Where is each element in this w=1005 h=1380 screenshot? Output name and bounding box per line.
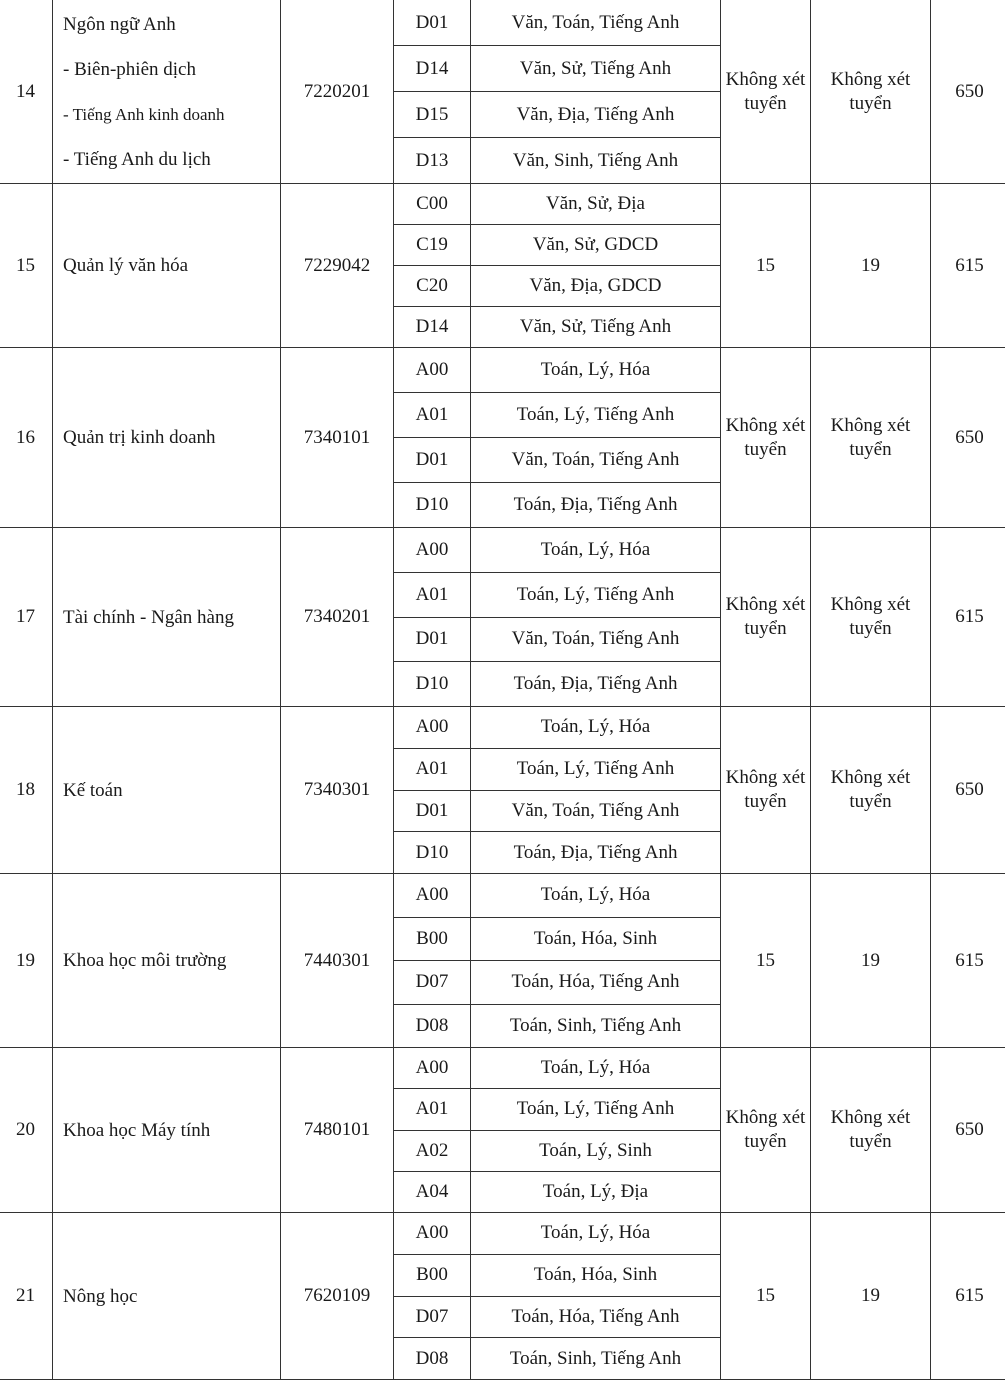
- threshold-1-cell: Không xét tuyển: [721, 348, 811, 528]
- combo-code-cell: D01: [394, 790, 471, 832]
- combo-code-cell: A02: [394, 1130, 471, 1171]
- threshold-2-cell: Không xét tuyển: [811, 348, 931, 528]
- major-name-line: Ngôn ngữ Anh: [63, 2, 276, 47]
- major-name-cell: [53, 874, 281, 1048]
- table-row: [0, 1048, 1005, 1089]
- combo-subjects-cell: Toán, Lý, Địa: [471, 1171, 721, 1212]
- stt-cell: 19: [0, 874, 53, 1048]
- threshold-2-cell: 19: [811, 1213, 931, 1380]
- combo-subjects-cell: Toán, Hóa, Sinh: [471, 1254, 721, 1296]
- combo-subjects-cell: Văn, Sinh, Tiếng Anh: [471, 138, 721, 184]
- threshold-1-cell: 15: [721, 874, 811, 1048]
- table-row: [0, 874, 1005, 918]
- combo-code-cell: A00: [394, 707, 471, 749]
- combo-code-cell: D01: [394, 617, 471, 662]
- threshold-3-cell: 615: [931, 874, 1005, 1048]
- combo-subjects-cell: Toán, Địa, Tiếng Anh: [471, 483, 721, 528]
- table-row: [0, 707, 1005, 749]
- combo-code-cell: A00: [394, 528, 471, 573]
- major-name-cell: [53, 184, 281, 348]
- table-row: [0, 0, 1005, 46]
- stt-cell: 17: [0, 528, 53, 707]
- major-code-cell: 7229042: [281, 184, 394, 348]
- threshold-1-cell: Không xét tuyển: [721, 707, 811, 874]
- combo-code-cell: D13: [394, 138, 471, 184]
- major-code-cell: 7480101: [281, 1048, 394, 1213]
- stt-cell: 21: [0, 1213, 53, 1380]
- major-code-cell: 7220201: [281, 0, 394, 184]
- combo-code-cell: A00: [394, 1048, 471, 1089]
- combo-subjects-cell: Toán, Địa, Tiếng Anh: [471, 662, 721, 707]
- threshold-3-cell: 615: [931, 528, 1005, 707]
- combo-code-cell: D14: [394, 46, 471, 92]
- combo-code-cell: A00: [394, 874, 471, 918]
- stt-cell: 16: [0, 348, 53, 528]
- combo-subjects-cell: Toán, Hóa, Tiếng Anh: [471, 1296, 721, 1338]
- combo-subjects-cell: Toán, Lý, Tiếng Anh: [471, 393, 721, 438]
- combo-subjects-cell: Văn, Sử, Tiếng Anh: [471, 46, 721, 92]
- combo-code-cell: D08: [394, 1338, 471, 1380]
- threshold-3-cell: 650: [931, 348, 1005, 528]
- combo-subjects-cell: Toán, Sinh, Tiếng Anh: [471, 1004, 721, 1048]
- combo-subjects-cell: Văn, Toán, Tiếng Anh: [471, 0, 721, 46]
- major-code-cell: 7440301: [281, 874, 394, 1048]
- combo-subjects-cell: Văn, Toán, Tiếng Anh: [471, 617, 721, 662]
- combo-code-cell: C19: [394, 225, 471, 266]
- combo-subjects-cell: Toán, Lý, Hóa: [471, 874, 721, 918]
- combo-code-cell: B00: [394, 917, 471, 961]
- combo-code-cell: B00: [394, 1254, 471, 1296]
- major-name-cell: [53, 1213, 281, 1380]
- combo-subjects-cell: Toán, Lý, Hóa: [471, 1213, 721, 1255]
- major-name-cell: [53, 348, 281, 528]
- combo-subjects-cell: Toán, Địa, Tiếng Anh: [471, 832, 721, 874]
- major-code-cell: 7620109: [281, 1213, 394, 1380]
- major-name-line: Quản lý văn hóa: [63, 243, 276, 288]
- stt-cell: 20: [0, 1048, 53, 1213]
- stt-cell: 15: [0, 184, 53, 348]
- threshold-3-cell: 650: [931, 1048, 1005, 1213]
- major-name-line: Tài chính - Ngân hàng: [63, 595, 276, 640]
- major-name-line: Khoa học môi trường: [63, 938, 276, 983]
- combo-code-cell: D01: [394, 0, 471, 46]
- combo-subjects-cell: Toán, Lý, Hóa: [471, 528, 721, 573]
- combo-subjects-cell: Văn, Địa, GDCD: [471, 266, 721, 307]
- combo-subjects-cell: Toán, Lý, Hóa: [471, 348, 721, 393]
- combo-code-cell: A01: [394, 748, 471, 790]
- combo-code-cell: D07: [394, 1296, 471, 1338]
- combo-code-cell: D01: [394, 438, 471, 483]
- table-row: [0, 1213, 1005, 1255]
- combo-subjects-cell: Toán, Lý, Tiếng Anh: [471, 572, 721, 617]
- table-row: [0, 348, 1005, 393]
- threshold-3-cell: 615: [931, 184, 1005, 348]
- combo-code-cell: D10: [394, 832, 471, 874]
- combo-code-cell: C20: [394, 266, 471, 307]
- combo-subjects-cell: Toán, Lý, Hóa: [471, 707, 721, 749]
- threshold-2-cell: Không xét tuyển: [811, 1048, 931, 1213]
- threshold-2-cell: Không xét tuyển: [811, 0, 931, 184]
- combo-code-cell: A00: [394, 1213, 471, 1255]
- combo-subjects-cell: Văn, Toán, Tiếng Anh: [471, 438, 721, 483]
- major-name-line: Kế toán: [63, 768, 276, 813]
- combo-subjects-cell: Toán, Hóa, Sinh: [471, 917, 721, 961]
- combo-code-cell: C00: [394, 184, 471, 225]
- major-name-line: - Biên-phiên dịch: [63, 47, 276, 92]
- threshold-1-cell: Không xét tuyển: [721, 1048, 811, 1213]
- combo-code-cell: A00: [394, 348, 471, 393]
- combo-code-cell: D14: [394, 307, 471, 348]
- major-name-line: - Tiếng Anh du lịch: [63, 137, 276, 182]
- major-code-cell: 7340201: [281, 528, 394, 707]
- threshold-2-cell: Không xét tuyển: [811, 528, 931, 707]
- combo-code-cell: D15: [394, 92, 471, 138]
- combo-code-cell: A01: [394, 572, 471, 617]
- combo-subjects-cell: Toán, Lý, Sinh: [471, 1130, 721, 1171]
- combo-code-cell: A01: [394, 393, 471, 438]
- major-name-cell: [53, 0, 281, 184]
- threshold-1-cell: Không xét tuyển: [721, 0, 811, 184]
- combo-subjects-cell: Văn, Sử, GDCD: [471, 225, 721, 266]
- combo-subjects-cell: Văn, Toán, Tiếng Anh: [471, 790, 721, 832]
- threshold-2-cell: 19: [811, 184, 931, 348]
- threshold-3-cell: 650: [931, 0, 1005, 184]
- combo-subjects-cell: Toán, Lý, Tiếng Anh: [471, 1089, 721, 1130]
- threshold-1-cell: Không xét tuyển: [721, 528, 811, 707]
- combo-code-cell: D10: [394, 483, 471, 528]
- combo-code-cell: A01: [394, 1089, 471, 1130]
- table-row: [0, 528, 1005, 573]
- threshold-1-cell: 15: [721, 1213, 811, 1380]
- threshold-3-cell: 615: [931, 1213, 1005, 1380]
- stt-cell: 18: [0, 707, 53, 874]
- major-code-cell: 7340301: [281, 707, 394, 874]
- table-row: [0, 184, 1005, 225]
- combo-subjects-cell: Toán, Sinh, Tiếng Anh: [471, 1338, 721, 1380]
- major-name-line: Khoa học Máy tính: [63, 1108, 276, 1153]
- major-name-line: - Tiếng Anh kinh doanh: [63, 92, 276, 137]
- combo-subjects-cell: Văn, Địa, Tiếng Anh: [471, 92, 721, 138]
- combo-subjects-cell: Toán, Hóa, Tiếng Anh: [471, 961, 721, 1005]
- combo-subjects-cell: Văn, Sử, Địa: [471, 184, 721, 225]
- combo-subjects-cell: Toán, Lý, Hóa: [471, 1048, 721, 1089]
- combo-subjects-cell: Toán, Lý, Tiếng Anh: [471, 748, 721, 790]
- major-name-line: Quản trị kinh doanh: [63, 415, 276, 460]
- combo-code-cell: D10: [394, 662, 471, 707]
- threshold-2-cell: 19: [811, 874, 931, 1048]
- combo-code-cell: A04: [394, 1171, 471, 1212]
- combo-subjects-cell: Văn, Sử, Tiếng Anh: [471, 307, 721, 348]
- major-name-cell: [53, 1048, 281, 1213]
- threshold-1-cell: 15: [721, 184, 811, 348]
- combo-code-cell: D07: [394, 961, 471, 1005]
- major-name-cell: [53, 528, 281, 707]
- major-name-cell: [53, 707, 281, 874]
- combo-code-cell: D08: [394, 1004, 471, 1048]
- major-code-cell: 7340101: [281, 348, 394, 528]
- threshold-3-cell: 650: [931, 707, 1005, 874]
- stt-cell: 14: [0, 0, 53, 184]
- major-name-line: Nông học: [63, 1274, 276, 1319]
- threshold-2-cell: Không xét tuyển: [811, 707, 931, 874]
